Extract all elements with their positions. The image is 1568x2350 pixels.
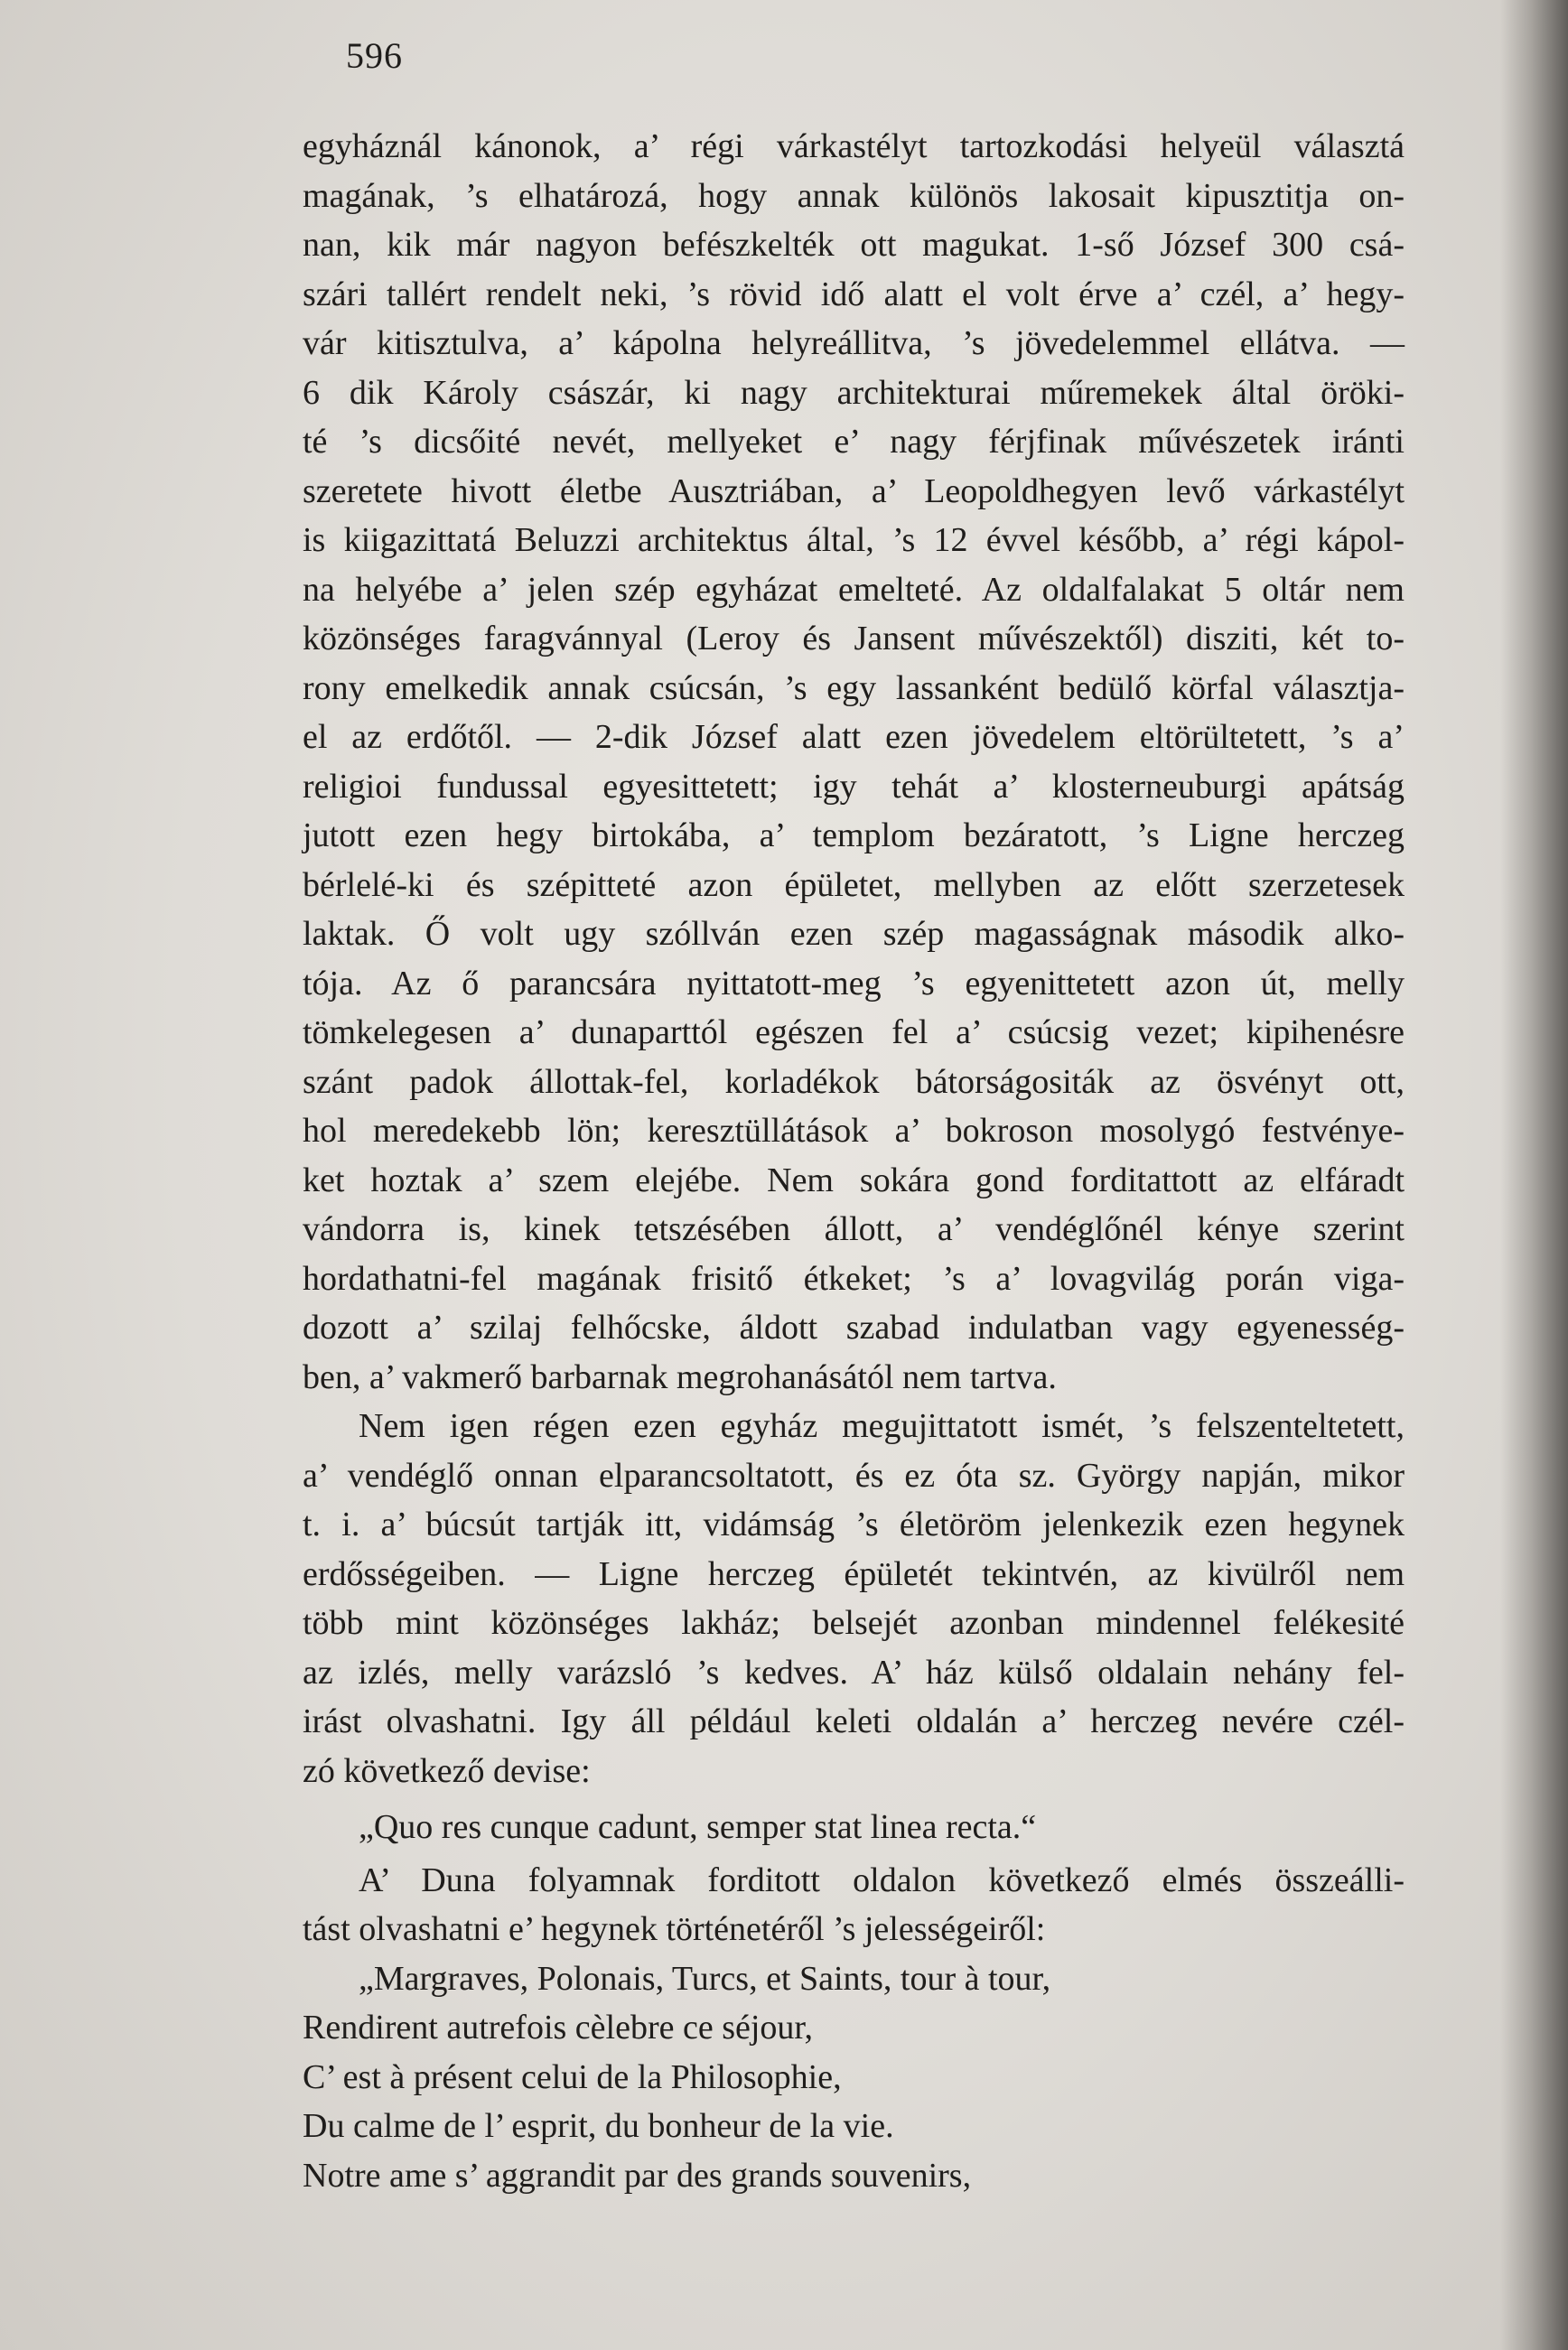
text-line: egyháznál kánonok, a’ régi várkastélyt tartozkodási helyeül választá: [303, 127, 1405, 165]
text-line: religioi fundussal egyesittetett; igy tehát a’ klosterneuburgi apátság: [303, 767, 1405, 806]
verse-line: Rendirent autrefois cèlebre ce séjour,: [303, 2009, 814, 2047]
text-line: közönséges faragvánnyal (Leroy és Jansent művészektől) disziti, két to-: [303, 620, 1405, 657]
text-line: Nem igen régen ezen egyház megujittatott ismét, ’s felszenteltetett,: [359, 1407, 1405, 1445]
text-line: A’ Duna folyamnak forditott oldalon következő elmés összeálli-: [359, 1860, 1405, 1899]
text-line: t. i. a’ búcsút tartják itt, vidámság ’s életöröm jelenkezik ezen hegynek: [303, 1506, 1405, 1543]
text-line: is kiigazittatá Beluzzi architektus által, ’s 12 évvel később, a’ régi kápol-: [303, 521, 1405, 559]
text-line: szánt padok állottak-fel, korladékok bátorságositák az ösvényt ott,: [303, 1062, 1405, 1101]
text-line: vándorra is, kinek tetszésében állott, a’ vendéglőnél kénye szerint: [303, 1210, 1405, 1248]
text-line: té ’s dicsőité nevét, mellyeket e’ nagy férjfinak művészetek iránti: [303, 423, 1405, 461]
text-line: több mint közönséges lakház; belsejét azonban mindennel felékesité: [303, 1604, 1405, 1642]
text-line: hordathatni-fel magának frisitő étkeket; ’s a’ lovagvilág porán viga-: [303, 1259, 1405, 1298]
text-line: szeretete hivott életbe Ausztriában, a’ Leopoldhegyen levő várkastélyt: [303, 471, 1405, 510]
body-text: [303, 122, 1405, 2200]
text-line: rony emelkedik annak csúcsán, ’s egy lassanként bedülő körfal választja-: [303, 668, 1405, 707]
text-line: az izlés, melly varázsló ’s kedves. A’ ház külső oldalain nehány fel-: [303, 1653, 1405, 1692]
verse-line: Notre ame s’ aggrandit par des grands souvenirs,: [303, 2156, 972, 2195]
text-line: szári tallért rendelt neki, ’s rövid idő alatt el volt érve a’ czél, a’ hegy-: [303, 275, 1405, 313]
text-line: laktak. Ő volt ugy szóllván ezen szép magasságnak második alko-: [303, 915, 1405, 953]
text-line: magának, ’s elhatározá, hogy annak különös lakosait kipusztitja on-: [303, 176, 1405, 215]
text-line: jutott ezen hegy birtokába, a’ templom bezáratott, ’s Ligne herczeg: [303, 816, 1405, 854]
binding-shadow: [1500, 0, 1568, 2350]
text-line: zó következő devise:: [303, 1751, 591, 1790]
text-line: tója. Az ő parancsára nyittatott-meg ’s egyenittetett azon út, melly: [303, 964, 1405, 1002]
text-line: ben, a’ vakmerő barbarnak megrohanásától nem tartva.: [303, 1357, 1057, 1396]
verse-line: „Margraves, Polonais, Turcs, et Saints, tour à tour,: [359, 1959, 1051, 1998]
text-line: tömkelegesen a’ dunaparttól egészen fel a’ csúcsig vezet; kipihenésre: [303, 1013, 1405, 1051]
text-line: na helyébe a’ jelen szép egyházat emelteté. Az oldalfalakat 5 oltár nem: [303, 570, 1405, 609]
verse-line: C’ est à présent celui de la Philosophie,: [303, 2057, 842, 2096]
text-line: nan, kik már nagyon befészkelték ott magukat. 1-ső József 300 csá-: [303, 226, 1405, 264]
text-line: ket hoztak a’ szem elejébe. Nem sokára gond forditattott az elfáradt: [303, 1161, 1405, 1199]
verse-line: Du calme de l’ esprit, du bonheur de la vie.: [303, 2107, 894, 2145]
text-line: tást olvashatni e’ hegynek történetéről ’s jelességeiről:: [303, 1910, 1046, 1948]
text-line: el az erdőtől. — 2-dik József alatt ezen jövedelem eltörültetett, ’s a’: [303, 718, 1405, 756]
text-line: hol meredekebb lön; keresztüllátások a’ bokroson mosolygó festvénye-: [303, 1112, 1405, 1150]
text-line: vár kitisztulva, a’ kápolna helyreállitva, ’s jövedelemmel ellátva. —: [303, 324, 1405, 362]
text-line: 6 dik Károly császár, ki nagy architekturai műremekek által öröki-: [303, 373, 1405, 412]
text-line: irást olvashatni. Igy áll például keleti oldalán a’ herczeg nevére czél-: [303, 1702, 1405, 1740]
page-number: 596: [346, 35, 403, 76]
text-line: bérlelé-ki és szépitteté azon épületet, mellyben az előtt szerzetesek: [303, 865, 1405, 904]
text-line: erdősségeiben. — Ligne herczeg épületét tekintvén, az kivülről nem: [303, 1554, 1405, 1593]
latin-motto: „Quo res cunque cadunt, semper stat linea recta.“: [359, 1808, 1037, 1846]
text-line: a’ vendéglő onnan elparancsoltatott, és ez óta sz. György napján, mikor: [303, 1456, 1405, 1495]
text-line: dozott a’ szilaj felhőcske, áldott szabad indulatban vagy egyenesség-: [303, 1309, 1405, 1347]
